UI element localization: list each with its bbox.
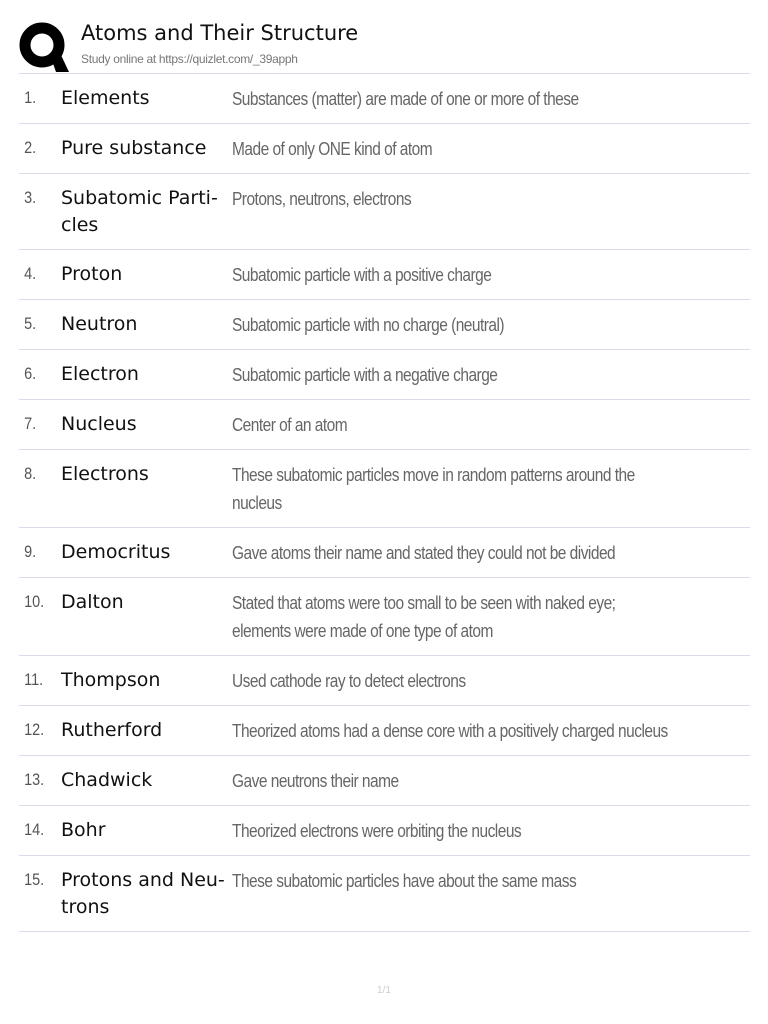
term-word: Subatomic Parti- cles [61, 187, 218, 236]
term-word: Thompson [61, 669, 161, 691]
term-word: Pure substance [61, 137, 207, 159]
term-definition: Center of an atom [232, 415, 348, 435]
term-number: 15. [24, 870, 45, 889]
terms-table [19, 73, 750, 932]
term-number: 12. [24, 720, 45, 739]
term-number: 1. [24, 88, 37, 107]
term-number: 4. [24, 264, 37, 283]
term-number: 9. [24, 542, 37, 561]
study-link-text: Study online at https://quizlet.com/_39apph [81, 52, 298, 66]
quizlet-logo-icon [19, 22, 69, 72]
term-definition: Gave atoms their name and stated they could not be divided [232, 543, 616, 563]
term-row [19, 706, 750, 756]
term-word: Dalton [61, 591, 124, 613]
term-row [19, 124, 750, 174]
term-row [19, 806, 750, 856]
term-number: 14. [24, 820, 45, 839]
term-definition: Subatomic particle with no charge (neutral) [232, 315, 505, 335]
term-row [19, 174, 750, 250]
term-number: 2. [24, 138, 37, 157]
term-definition: These subatomic particles move in random patterns around the nucleus [232, 465, 635, 513]
term-definition: Made of only ONE kind of atom [232, 139, 433, 159]
term-number: 8. [24, 464, 37, 483]
term-word: Bohr [61, 819, 106, 841]
term-word: Proton [61, 263, 123, 285]
term-row [19, 578, 750, 656]
page-number: 1/1 [377, 985, 391, 996]
term-row [19, 856, 750, 932]
term-word: Protons and Neu- trons [61, 869, 225, 918]
term-word: Electrons [61, 463, 149, 485]
term-definition: Used cathode ray to detect electrons [232, 671, 466, 691]
term-row [19, 528, 750, 578]
term-definition: Stated that atoms were too small to be seen with naked eye; elements were made of one type of atom [232, 593, 616, 641]
term-definition: Protons, neutrons, electrons [232, 189, 412, 209]
term-number: 6. [24, 364, 37, 383]
term-number: 5. [24, 314, 37, 333]
term-number: 7. [24, 414, 37, 433]
term-number: 13. [24, 770, 45, 789]
term-word: Neutron [61, 313, 138, 335]
term-row [19, 300, 750, 350]
term-row [19, 756, 750, 806]
term-definition: Theorized atoms had a dense core with a positively charged nucleus [232, 721, 668, 741]
term-word: Nucleus [61, 413, 137, 435]
term-number: 3. [24, 188, 37, 207]
term-row [19, 400, 750, 450]
term-row [19, 350, 750, 400]
term-definition: These subatomic particles have about the same mass [232, 871, 577, 891]
page-title: Atoms and Their Structure [81, 21, 359, 45]
term-row [19, 250, 750, 300]
term-word: Chadwick [61, 769, 153, 791]
term-word: Democritus [61, 541, 171, 563]
term-definition: Subatomic particle with a negative charge [232, 365, 498, 385]
term-word: Electron [61, 363, 139, 385]
term-number: 10. [24, 592, 45, 611]
term-number: 11. [24, 670, 44, 689]
term-definition: Substances (matter) are made of one or more of these [232, 89, 579, 109]
term-row [19, 656, 750, 706]
term-row [19, 74, 750, 124]
term-word: Rutherford [61, 719, 163, 741]
term-row [19, 450, 750, 528]
term-word: Elements [61, 87, 150, 109]
term-definition: Theorized electrons were orbiting the nucleus [232, 821, 522, 841]
term-definition: Subatomic particle with a positive charge [232, 265, 492, 285]
term-definition: Gave neutrons their name [232, 771, 399, 791]
